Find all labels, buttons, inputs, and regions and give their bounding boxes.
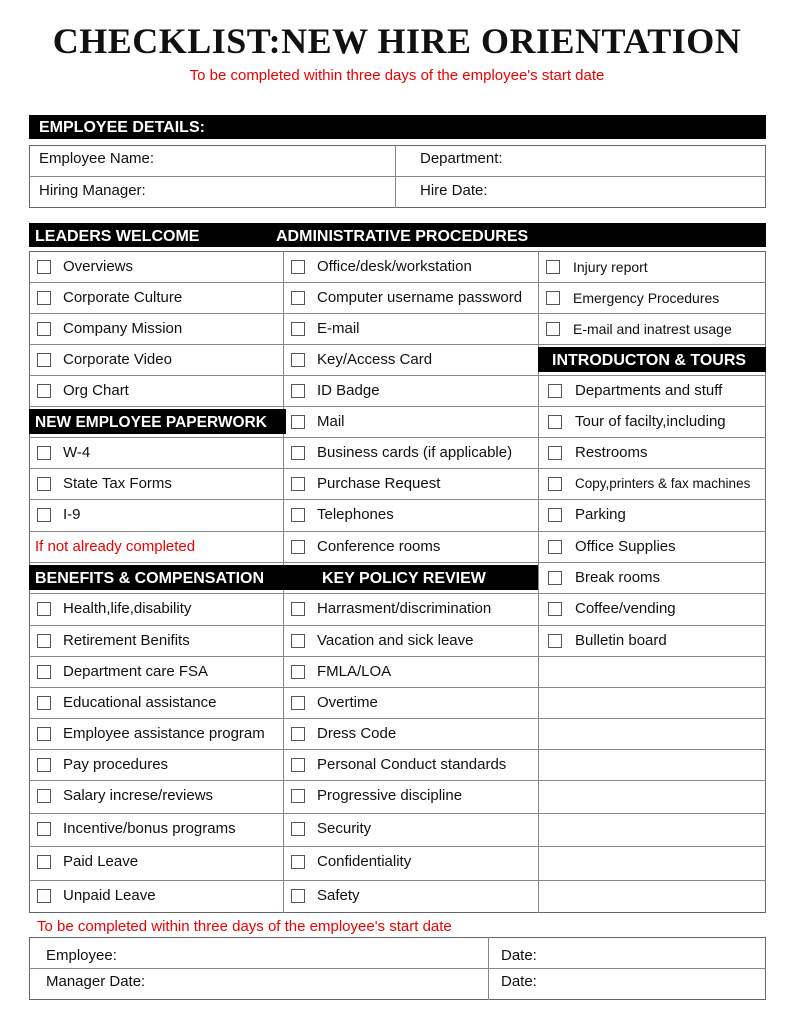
checkbox-corporate-video[interactable]: [37, 353, 51, 367]
item-label-departments-and-stuff: Departments and stuff: [575, 382, 723, 399]
item-label-w-4: W-4: [63, 444, 91, 461]
divider: [29, 968, 766, 969]
item-label-i-9: I-9: [63, 506, 81, 523]
item-label-org-chart: Org Chart: [63, 382, 129, 399]
employee-signature-label: Employee:: [46, 947, 117, 964]
item-label-office-desk-workstation: Office/desk/workstation: [317, 258, 472, 275]
checkbox-telephones[interactable]: [291, 508, 305, 522]
hire-date-label: Hire Date:: [420, 182, 488, 199]
leaders-welcome-heading: LEADERS WELCOME: [35, 228, 200, 245]
checkbox-health-life-disability[interactable]: [37, 602, 51, 616]
footer-note: To be completed within three days of the employee's start date: [37, 918, 452, 935]
checkbox-departments-and-stuff[interactable]: [548, 384, 562, 398]
item-label-purchase-request: Purchase Request: [317, 475, 441, 492]
item-label-overviews: Overviews: [63, 258, 134, 275]
item-label-vacation-and-sick-leave: Vacation and sick leave: [317, 632, 474, 649]
item-label-office-supplies: Office Supplies: [575, 538, 676, 555]
row-divider: [29, 593, 766, 594]
checkbox-salary-increse-reviews[interactable]: [37, 789, 51, 803]
row-divider: [29, 718, 766, 719]
row-divider: [29, 656, 766, 657]
item-label-department-care-fsa: Department care FSA: [63, 663, 209, 680]
checkbox-coffee-vending[interactable]: [548, 602, 562, 616]
checkbox-unpaid-leave[interactable]: [37, 889, 51, 903]
item-label-salary-increse-reviews: Salary increse/reviews: [63, 787, 214, 804]
manager-date-label: Manager Date:: [46, 973, 146, 990]
checkbox-incentive-bonus-programs[interactable]: [37, 822, 51, 836]
checkbox-state-tax-forms[interactable]: [37, 477, 51, 491]
row-divider: [29, 375, 766, 376]
employee-name-label: Employee Name:: [39, 150, 155, 167]
checkbox-bulletin-board[interactable]: [548, 634, 562, 648]
item-label-corporate-video: Corporate Video: [63, 351, 172, 368]
item-label-copy-printers-fax-machines: Copy,printers & fax machines: [575, 476, 751, 491]
hiring-manager-label: Hiring Manager:: [39, 182, 146, 199]
item-label-injury-report: Injury report: [573, 259, 648, 275]
row-divider: [29, 813, 766, 814]
item-label-educational-assistance: Educational assistance: [63, 694, 217, 711]
item-label-parking: Parking: [575, 506, 626, 523]
checkbox-restrooms[interactable]: [548, 446, 562, 460]
item-label-mail: Mail: [317, 413, 345, 430]
row-divider: [29, 780, 766, 781]
checkbox-e-mail[interactable]: [291, 322, 305, 336]
checkbox-fmla-loa[interactable]: [291, 665, 305, 679]
item-label-safety: Safety: [317, 887, 360, 904]
item-label-progressive-discipline: Progressive discipline: [317, 787, 463, 804]
item-label-computer-username-password: Computer username password: [317, 289, 523, 306]
item-label-paid-leave: Paid Leave: [63, 853, 139, 870]
row-divider: [29, 846, 766, 847]
checkbox-business-cards-if-applicable[interactable]: [291, 446, 305, 460]
row-divider: [29, 625, 766, 626]
item-label-dress-code: Dress Code: [317, 725, 397, 742]
checkbox-org-chart[interactable]: [37, 384, 51, 398]
intro-tours-heading: INTRODUCTON & TOURS: [538, 347, 766, 372]
page-subtitle: To be completed within three days of the employee's start date: [189, 67, 605, 84]
row-divider: [29, 406, 766, 407]
checkbox-overtime[interactable]: [291, 696, 305, 710]
checkbox-personal-conduct-standards[interactable]: [291, 758, 305, 772]
item-label-business-cards-if-applicable: Business cards (if applicable): [317, 444, 513, 461]
checkbox-confidentiality[interactable]: [291, 855, 305, 869]
checkbox-office-supplies[interactable]: [548, 540, 562, 554]
new-employee-paperwork-heading: NEW EMPLOYEE PAPERWORK: [29, 409, 286, 434]
item-label-coffee-vending: Coffee/vending: [575, 600, 676, 617]
paperwork-note: If not already completed: [35, 538, 196, 555]
row-divider: [29, 531, 766, 532]
checkbox-copy-printers-fax-machines[interactable]: [548, 477, 562, 491]
item-label-pay-procedures: Pay procedures: [63, 756, 169, 773]
row-divider: [29, 468, 766, 469]
item-label-emergency-procedures: Emergency Procedures: [573, 290, 720, 306]
checkbox-purchase-request[interactable]: [291, 477, 305, 491]
checkbox-mail[interactable]: [291, 415, 305, 429]
row-divider: [29, 880, 766, 881]
checkbox-dress-code[interactable]: [291, 727, 305, 741]
item-label-security: Security: [317, 820, 372, 837]
item-label-overtime: Overtime: [317, 694, 378, 711]
checkbox-harrasment-discrimination[interactable]: [291, 602, 305, 616]
item-label-incentive-bonus-programs: Incentive/bonus programs: [63, 820, 236, 837]
item-label-retirement-benifits: Retirement Benifits: [63, 632, 190, 649]
checkbox-security[interactable]: [291, 822, 305, 836]
checkbox-employee-assistance-program[interactable]: [37, 727, 51, 741]
item-label-e-mail: E-mail: [317, 320, 360, 337]
checkbox-department-care-fsa[interactable]: [37, 665, 51, 679]
item-label-telephones: Telephones: [317, 506, 394, 523]
item-label-key-access-card: Key/Access Card: [317, 351, 433, 368]
row-divider: [29, 437, 766, 438]
row-divider: [29, 749, 766, 750]
checkbox-key-access-card[interactable]: [291, 353, 305, 367]
checkbox-overviews[interactable]: [37, 260, 51, 274]
employee-date-label: Date:: [501, 947, 537, 964]
admin-procedures-heading: ADMINISTRATIVE PROCEDURES: [276, 228, 529, 245]
item-label-tour-of-facilty-including: Tour of facilty,including: [575, 413, 726, 430]
divider: [29, 176, 766, 177]
checkbox-w-4[interactable]: [37, 446, 51, 460]
checkbox-progressive-discipline[interactable]: [291, 789, 305, 803]
department-label: Department:: [420, 150, 503, 167]
row-divider: [29, 499, 766, 500]
employee-details-heading: [29, 115, 766, 139]
checkbox-e-mail-and-inatrest-usage[interactable]: [546, 322, 560, 336]
checkbox-retirement-benifits[interactable]: [37, 634, 51, 648]
employee-details-heading-label: EMPLOYEE DETAILS:: [39, 119, 205, 136]
checkbox-injury-report[interactable]: [546, 260, 560, 274]
divider: [488, 937, 489, 1000]
row-divider: [29, 562, 766, 563]
checkbox-emergency-procedures[interactable]: [546, 291, 560, 305]
row-divider: [29, 313, 766, 314]
item-label-e-mail-and-inatrest-usage: E-mail and inatrest usage: [573, 321, 732, 337]
divider: [395, 145, 396, 208]
checkbox-safety[interactable]: [291, 889, 305, 903]
checkbox-company-mission[interactable]: [37, 322, 51, 336]
row-divider: [29, 687, 766, 688]
item-label-personal-conduct-standards: Personal Conduct standards: [317, 756, 507, 773]
checkbox-tour-of-facilty-including[interactable]: [548, 415, 562, 429]
item-label-conference-rooms: Conference rooms: [317, 538, 441, 555]
item-label-company-mission: Company Mission: [63, 320, 183, 337]
row-divider: [29, 344, 766, 345]
checkbox-office-desk-workstation[interactable]: [291, 260, 305, 274]
item-label-harrasment-discrimination: Harrasment/discrimination: [317, 600, 492, 617]
checkbox-educational-assistance[interactable]: [37, 696, 51, 710]
checkbox-i-9[interactable]: [37, 508, 51, 522]
item-label-state-tax-forms: State Tax Forms: [63, 475, 172, 492]
benefits-compensation-heading: BENEFITS & COMPENSATION: [35, 570, 265, 587]
item-label-unpaid-leave: Unpaid Leave: [63, 887, 156, 904]
item-label-corporate-culture: Corporate Culture: [63, 289, 183, 306]
checkbox-paid-leave[interactable]: [37, 855, 51, 869]
item-label-id-badge: ID Badge: [317, 382, 380, 399]
checkbox-corporate-culture[interactable]: [37, 291, 51, 305]
item-label-confidentiality: Confidentiality: [317, 853, 412, 870]
item-label-fmla-loa: FMLA/LOA: [317, 663, 392, 680]
checkbox-id-badge[interactable]: [291, 384, 305, 398]
checkbox-parking[interactable]: [548, 508, 562, 522]
item-label-employee-assistance-program: Employee assistance program: [63, 725, 265, 742]
item-label-health-life-disability: Health,life,disability: [63, 600, 192, 617]
item-label-restrooms: Restrooms: [575, 444, 648, 461]
checkbox-pay-procedures[interactable]: [37, 758, 51, 772]
page-title: CHECKLIST:NEW HIRE ORIENTATION: [52, 21, 742, 61]
manager-signature-date-label: Date:: [501, 973, 537, 990]
checkbox-break-rooms[interactable]: [548, 571, 562, 585]
checkbox-conference-rooms[interactable]: [291, 540, 305, 554]
checkbox-computer-username-password[interactable]: [291, 291, 305, 305]
item-label-bulletin-board: Bulletin board: [575, 632, 667, 649]
row-divider: [29, 282, 766, 283]
item-label-break-rooms: Break rooms: [575, 569, 661, 586]
checkbox-vacation-and-sick-leave[interactable]: [291, 634, 305, 648]
key-policy-heading: KEY POLICY REVIEW: [322, 570, 486, 587]
